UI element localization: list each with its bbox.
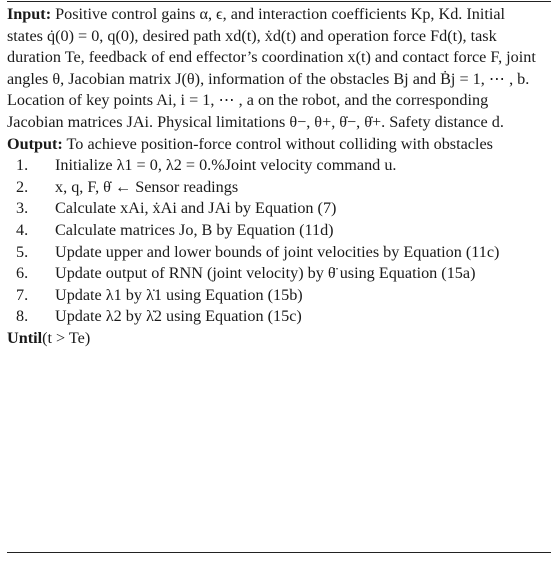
bottom-rule [7,552,551,553]
algorithm-content [7,4,543,350]
output-label: Output: [7,134,63,153]
step-number: 2. [16,177,29,196]
until-condition: (t > Te) [42,328,91,347]
step-3 [7,198,543,220]
input-label: Input: [7,5,52,23]
step-text: Update upper and lower bounds of joint velocities by Equation (11c) [55,242,500,261]
step-number: 1. [16,156,29,175]
input-text: Positive control gains α, ϵ, and interaction coefficients Kp, Kd. Initial states q̇(0) = 0, q(0), desired path xd(t), ẋd(t) and operation force Fd(t), task duration Te, feedback of end effector’s coordination x(t) and contact force F, joint angles θ, Jacobian matrix J(θ), information of the obstacles Bj and Ḃj = 1, ⋯ , b. Location of key points Ai, i = 1, ⋯ , a on the robot, and the corresponding Jacobian matrices JAi. Physical limitations θ−, θ+, θ̇−, θ̇+. Safety distance d. [7,5,536,131]
step-number: 6. [16,264,29,283]
step-number: 5. [16,242,29,261]
step-text: Update output of RNN (joint velocity) by θ̈ using Equation (15a) [55,264,476,283]
step-text: x, q, F, θ̇ ← Sensor readings [55,177,239,196]
step-5 [7,242,543,264]
algorithm-box [7,0,551,584]
step-number: 7. [16,285,29,304]
until-label: Until [7,328,43,347]
step-2 [7,177,543,199]
step-8 [7,306,543,328]
step-number: 8. [16,307,29,326]
step-number: 3. [16,199,29,218]
step-number: 4. [16,220,29,239]
step-text: Update λ1 by λ̇1 using Equation (15b) [55,285,303,304]
step-text: Initialize λ1 = 0, λ2 = 0.%Joint velocity command u. [55,156,397,175]
step-1 [7,155,543,177]
step-text: Calculate xAi, ẋAi and JAi by Equation (7) [55,199,337,218]
top-rule [7,1,551,2]
step-text: Update λ2 by λ̇2 using Equation (15c) [55,307,302,326]
input-paragraph [7,4,543,134]
step-6 [7,263,543,285]
output-text: To achieve position-force control without colliding with obstacles [66,134,493,153]
step-4 [7,220,543,242]
step-7 [7,285,543,307]
output-paragraph [7,134,543,156]
until-line [7,328,543,350]
step-text: Calculate matrices Jo, B by Equation (11d) [55,220,334,239]
